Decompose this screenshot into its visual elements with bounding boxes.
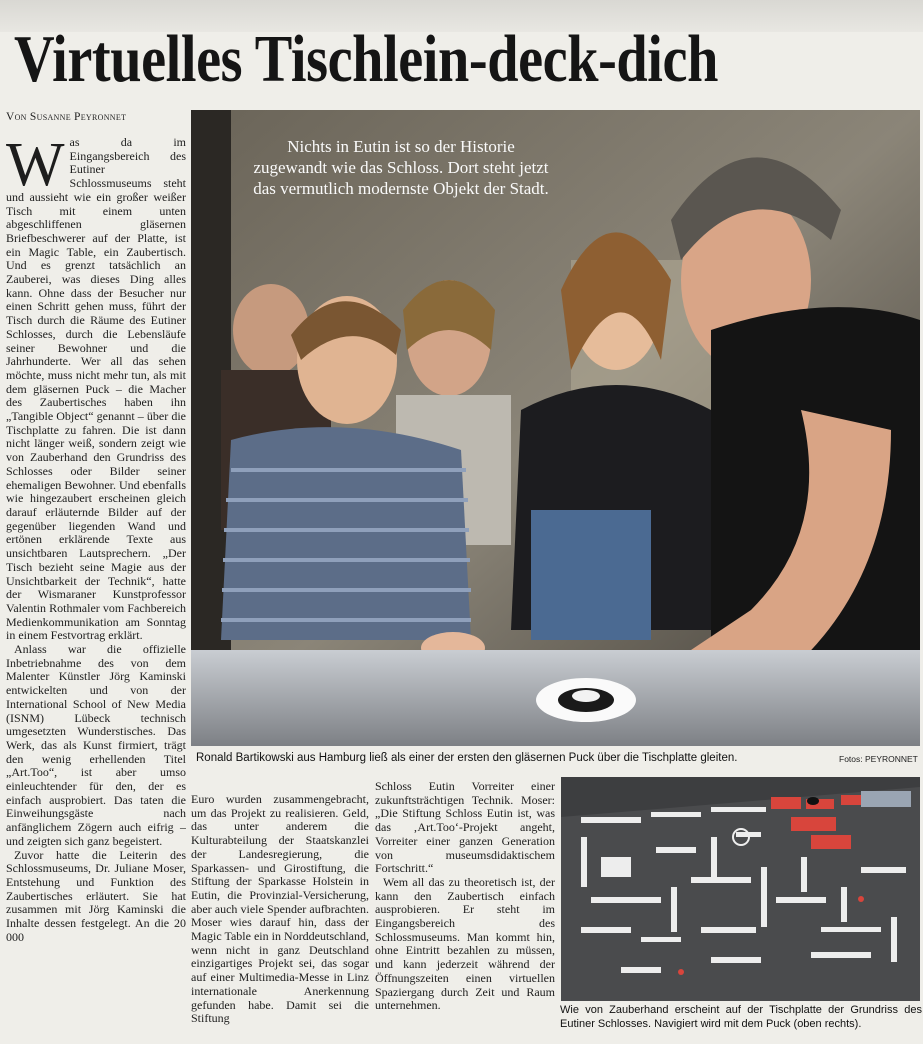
article-column-2 — [191, 793, 369, 1041]
photo-credit: Fotos: PEYRONNET — [839, 754, 918, 764]
floorplan-caption: Wie von Zauberhand erscheint auf der Tischplatte der Grundriss des Eutiner Schlosses. Navigiert wird mit dem Puck (oben rechts). — [560, 1004, 922, 1030]
paragraph: Euro wurden zusammengebracht, um das Projekt zu realisieren. Geld, das unter anderem die Kulturabteilung der Staatskanzlei der Landesregierung, die Sparkassen- und Girostiftung, die Stiftung der Sparkasse Holstein in Eutin, die Provinzial-Versicherung, aber auch viele Spender aufbrachten. Moser wies darauf hin, dass der Magic Table ein in Norddeutschland, wenn nicht in ganz Deutschland einzigartiges Projekt sei, das sogar auf einer Multimedia-Messe in Linz internationale Anerkennung gefunden habe. Damit sei die Stiftung — [191, 793, 369, 1026]
floorplan-photo — [561, 777, 920, 1001]
main-photo-caption: Ronald Bartikowski aus Hamburg ließ als einer der ersten den gläsernen Puck über die Tischplatte gleiten. — [196, 752, 738, 764]
headline: Virtuelles Tischlein-deck-dich — [14, 22, 718, 96]
byline: Von Susanne Peyronnet — [6, 111, 127, 123]
paragraph: as da im Eingangsbereich des Eutiner Schlossmuseums steht und aussieht wie ein großer weißer Tisch mit einem unten abgeschliffenen gläsernen Briefbeschwerer auf der Platte, ist ein Magic Table, ein Zaubertisch. Und es grenzt tatsächlich an Zauberei, was dieses Ding alles kann. Ohne dass der Besucher nur einen Schritt gehen muss, führt der Tisch durch die Räume des Eutiner Schlosses, durch die Lebensläufe seiner Bewohner und die Jahrhunderte. Wer all das sehen möchte, muss nicht mehr tun, als mit dem gläsernen Puck – die Macher des Zaubertisches haben ihn „Tangible Object“ genannt – über die Tischplatte zu fahren. Die ist dann nicht länger weiß, sondern zeigt wie von Zauberhand den Grundriss des Schlosses oder Bilder seiner ehemaligen Bewohner. Und ebenfalls wie hingezaubert erscheinen gleich darauf erläuternde Bilder auf der gegenüber liegenden Wand und ertönen erklärende Texte aus unsichtbaren Lautsprechern. „Der Tisch bezieht seine Magie aus der Unsichtbarkeit der Technik“, hatte der Wismaraner Kunstprofessor Valentin Rothmaler vom Fachbereich Medienkommunikation am Sonntag in einem Festvortrag erklärt. — [6, 136, 186, 643]
paragraph: Schloss Eutin Vorreiter einer zukunftsträchtigen Technik. Moser: „Die Stiftung Schloss Eutin ist, was das ‚Art.Too‘-Projekt angeht, Vorreiter einer ganzen Generation von museumsdidaktischem Fortschritt.“ — [375, 780, 555, 876]
main-photo — [191, 110, 920, 746]
paragraph: Zuvor hatte die Leiterin des Schlossmuseums, Dr. Juliane Moser, Entstehung und Funktion des Zaubertisches erläutert. Sie hat zusammen mit Jörg Kaminski die Inhalte dessen festgelegt. An die 20 000 — [6, 847, 186, 944]
drop-cap: W — [6, 136, 65, 199]
article-column-1 — [6, 136, 186, 1041]
paragraph: Wem all das zu theoretisch ist, der kann den Zaubertisch einfach ausprobieren. Er steht im Eingangsbereich des Schlossmuseums. Man kommt hin, ohne Eintritt bezahlen zu müssen, und kann jederzeit während der Öffnungszeiten einen virtuellen Spaziergang durch Zeit und Raum unternehmen. — [375, 874, 555, 1013]
paragraph: Anlass war die offizielle Inbetriebnahme des von dem Malenter Künstler Jörg Kaminski entwickelten und von der International School of New Media (ISNM) Lübeck technisch umgesetzten Wunderstisches. Das Werk, das als Kunst firmiert, trägt den wenig erhellenden Titel „Art.Too“, ist aber umso einleuchtender für den, der es einfach ausprobiert. Das taten die Einweihungsgäste nach anfänglichem Zögern auch eifrig – und zeigten sich ganz begeistert. — [6, 642, 186, 848]
article-column-3 — [375, 780, 555, 1041]
photo-overlay-text: Nichts in Eutin ist so der Historie zugewandt wie das Schloss. Dort steht jetzt das vermutlich modernste Objekt der Stadt. — [253, 137, 549, 198]
